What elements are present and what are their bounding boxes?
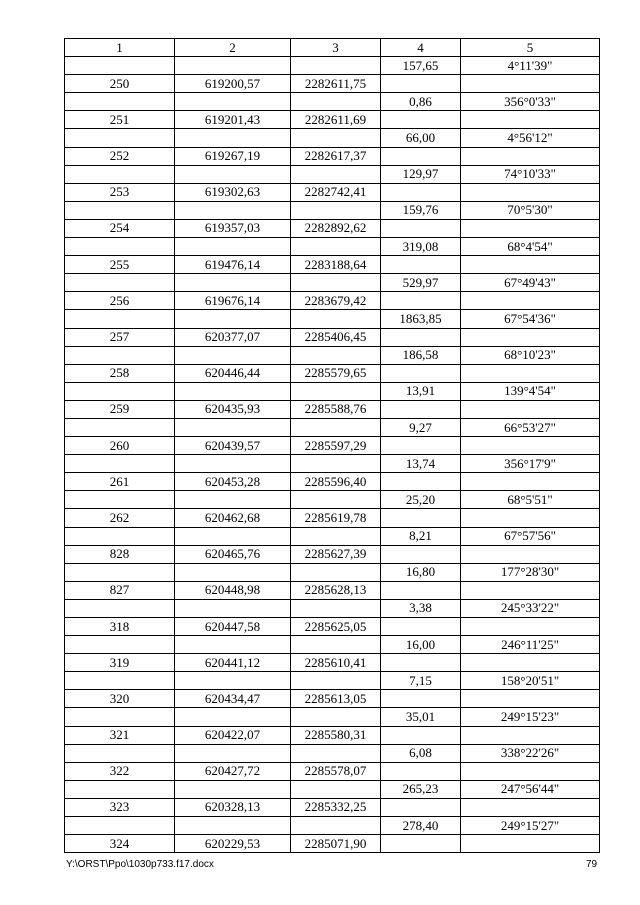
segment-row xyxy=(65,744,600,762)
empty-cell xyxy=(65,708,175,726)
x-coordinate: 619267,19 xyxy=(175,147,291,165)
segment-row xyxy=(65,274,600,292)
y-coordinate: 2285613,05 xyxy=(291,690,381,708)
empty-cell xyxy=(461,473,600,491)
segment-angle: 139°4'54" xyxy=(461,382,600,400)
y-coordinate: 2283188,64 xyxy=(291,256,381,274)
x-coordinate: 619302,63 xyxy=(175,183,291,201)
point-number: 318 xyxy=(65,618,175,636)
point-row xyxy=(65,328,600,346)
segment-length: 159,76 xyxy=(381,201,461,219)
segment-length: 13,74 xyxy=(381,455,461,473)
point-row xyxy=(65,292,600,310)
point-row xyxy=(65,256,600,274)
point-row xyxy=(65,762,600,780)
empty-cell xyxy=(175,238,291,256)
empty-cell xyxy=(381,219,461,237)
segment-row xyxy=(65,599,600,617)
empty-cell xyxy=(291,93,381,111)
x-coordinate: 620229,53 xyxy=(175,835,291,853)
empty-cell xyxy=(291,346,381,364)
segment-angle: 68°5'51" xyxy=(461,491,600,509)
segment-row xyxy=(65,382,600,400)
empty-cell xyxy=(461,690,600,708)
point-row xyxy=(65,690,600,708)
coordinates-table xyxy=(64,38,600,853)
x-coordinate: 620465,76 xyxy=(175,545,291,563)
empty-cell xyxy=(381,762,461,780)
segment-angle: 245°33'22" xyxy=(461,599,600,617)
segment-row xyxy=(65,165,600,183)
empty-cell xyxy=(65,165,175,183)
segment-length: 13,91 xyxy=(381,382,461,400)
empty-cell xyxy=(291,817,381,835)
x-coordinate: 619476,14 xyxy=(175,256,291,274)
empty-cell xyxy=(381,835,461,853)
point-row xyxy=(65,618,600,636)
segment-length: 319,08 xyxy=(381,238,461,256)
empty-cell xyxy=(291,238,381,256)
segment-length: 66,00 xyxy=(381,129,461,147)
empty-cell xyxy=(381,581,461,599)
point-number: 321 xyxy=(65,726,175,744)
segment-length: 0,86 xyxy=(381,93,461,111)
empty-cell xyxy=(65,780,175,798)
empty-cell xyxy=(381,545,461,563)
empty-cell xyxy=(461,256,600,274)
segment-angle: 67°49'43" xyxy=(461,274,600,292)
empty-cell xyxy=(65,672,175,690)
empty-cell xyxy=(381,798,461,816)
empty-cell xyxy=(175,563,291,581)
empty-cell xyxy=(175,310,291,328)
point-row xyxy=(65,726,600,744)
y-coordinate: 2285597,29 xyxy=(291,437,381,455)
point-number: 250 xyxy=(65,75,175,93)
x-coordinate: 620447,58 xyxy=(175,618,291,636)
y-coordinate: 2285619,78 xyxy=(291,509,381,527)
empty-cell xyxy=(381,726,461,744)
x-coordinate: 620422,07 xyxy=(175,726,291,744)
empty-cell xyxy=(461,328,600,346)
empty-cell xyxy=(291,274,381,292)
segment-row xyxy=(65,418,600,436)
segment-angle: 68°10'23" xyxy=(461,346,600,364)
point-number: 257 xyxy=(65,328,175,346)
empty-cell xyxy=(175,780,291,798)
empty-cell xyxy=(291,599,381,617)
x-coordinate: 620435,93 xyxy=(175,400,291,418)
segment-angle: 74°10'33" xyxy=(461,165,600,183)
empty-cell xyxy=(291,201,381,219)
footer-page-number: 79 xyxy=(586,859,598,870)
segment-row xyxy=(65,563,600,581)
empty-cell xyxy=(65,129,175,147)
column-header-3: 3 xyxy=(291,39,381,57)
point-row xyxy=(65,219,600,237)
segment-row xyxy=(65,346,600,364)
segment-angle: 67°54'36" xyxy=(461,310,600,328)
footer-file-path: Y:\ORST\Ppo\1030p733.f17.docx xyxy=(66,859,214,870)
segment-row xyxy=(65,238,600,256)
empty-cell xyxy=(381,292,461,310)
empty-cell xyxy=(461,400,600,418)
empty-cell xyxy=(381,400,461,418)
empty-cell xyxy=(291,563,381,581)
empty-cell xyxy=(381,328,461,346)
point-row xyxy=(65,75,600,93)
x-coordinate: 619357,03 xyxy=(175,219,291,237)
segment-length: 16,00 xyxy=(381,636,461,654)
y-coordinate: 2282611,69 xyxy=(291,111,381,129)
segment-length: 129,97 xyxy=(381,165,461,183)
segment-angle: 249°15'23" xyxy=(461,708,600,726)
empty-cell xyxy=(291,418,381,436)
empty-cell xyxy=(65,346,175,364)
empty-cell xyxy=(65,563,175,581)
segment-length: 25,20 xyxy=(381,491,461,509)
segment-angle: 67°57'56" xyxy=(461,527,600,545)
point-row xyxy=(65,835,600,853)
y-coordinate: 2282611,75 xyxy=(291,75,381,93)
segment-angle: 356°0'33" xyxy=(461,93,600,111)
empty-cell xyxy=(461,437,600,455)
empty-cell xyxy=(175,672,291,690)
y-coordinate: 2285406,45 xyxy=(291,328,381,346)
x-coordinate: 620441,12 xyxy=(175,654,291,672)
empty-cell xyxy=(381,75,461,93)
point-number: 827 xyxy=(65,581,175,599)
point-number: 252 xyxy=(65,147,175,165)
segment-angle: 246°11'25" xyxy=(461,636,600,654)
segment-length: 35,01 xyxy=(381,708,461,726)
empty-cell xyxy=(381,364,461,382)
segment-row xyxy=(65,672,600,690)
y-coordinate: 2285610,41 xyxy=(291,654,381,672)
empty-cell xyxy=(461,75,600,93)
table-header-row xyxy=(65,39,600,57)
segment-row xyxy=(65,455,600,473)
empty-cell xyxy=(291,780,381,798)
segment-angle: 249°15'27" xyxy=(461,817,600,835)
empty-cell xyxy=(65,274,175,292)
empty-cell xyxy=(175,599,291,617)
empty-cell xyxy=(65,238,175,256)
segment-row xyxy=(65,708,600,726)
empty-cell xyxy=(65,201,175,219)
y-coordinate: 2285627,39 xyxy=(291,545,381,563)
point-number: 261 xyxy=(65,473,175,491)
y-coordinate: 2285578,07 xyxy=(291,762,381,780)
segment-angle: 177°28'30" xyxy=(461,563,600,581)
segment-angle: 70°5'30" xyxy=(461,201,600,219)
point-row xyxy=(65,654,600,672)
point-number: 259 xyxy=(65,400,175,418)
y-coordinate: 2285625,05 xyxy=(291,618,381,636)
x-coordinate: 620328,13 xyxy=(175,798,291,816)
point-number: 258 xyxy=(65,364,175,382)
empty-cell xyxy=(175,129,291,147)
x-coordinate: 620446,44 xyxy=(175,364,291,382)
point-row xyxy=(65,364,600,382)
segment-angle: 247°56'44" xyxy=(461,780,600,798)
empty-cell xyxy=(175,527,291,545)
x-coordinate: 620448,98 xyxy=(175,581,291,599)
empty-cell xyxy=(291,744,381,762)
empty-cell xyxy=(381,256,461,274)
empty-cell xyxy=(175,346,291,364)
point-number: 323 xyxy=(65,798,175,816)
empty-cell xyxy=(65,491,175,509)
empty-cell xyxy=(381,654,461,672)
segment-angle: 66°53'27" xyxy=(461,418,600,436)
point-row xyxy=(65,545,600,563)
empty-cell xyxy=(291,57,381,75)
segment-length: 278,40 xyxy=(381,817,461,835)
segment-length: 7,15 xyxy=(381,672,461,690)
segment-row xyxy=(65,129,600,147)
segment-row xyxy=(65,93,600,111)
empty-cell xyxy=(65,455,175,473)
point-number: 324 xyxy=(65,835,175,853)
empty-cell xyxy=(461,762,600,780)
empty-cell xyxy=(65,418,175,436)
point-row xyxy=(65,437,600,455)
empty-cell xyxy=(461,111,600,129)
empty-cell xyxy=(461,545,600,563)
segment-length: 16,80 xyxy=(381,563,461,581)
x-coordinate: 620427,72 xyxy=(175,762,291,780)
empty-cell xyxy=(175,165,291,183)
segment-length: 186,58 xyxy=(381,346,461,364)
segment-length: 157,65 xyxy=(381,57,461,75)
point-row xyxy=(65,111,600,129)
segment-angle: 356°17'9" xyxy=(461,455,600,473)
empty-cell xyxy=(175,274,291,292)
segment-row xyxy=(65,817,600,835)
segment-angle: 158°20'51" xyxy=(461,672,600,690)
empty-cell xyxy=(381,690,461,708)
y-coordinate: 2285628,13 xyxy=(291,581,381,599)
segment-length: 3,38 xyxy=(381,599,461,617)
empty-cell xyxy=(65,57,175,75)
empty-cell xyxy=(461,219,600,237)
empty-cell xyxy=(291,708,381,726)
empty-cell xyxy=(175,744,291,762)
empty-cell xyxy=(461,654,600,672)
point-number: 828 xyxy=(65,545,175,563)
empty-cell xyxy=(65,599,175,617)
y-coordinate: 2285596,40 xyxy=(291,473,381,491)
empty-cell xyxy=(65,527,175,545)
empty-cell xyxy=(175,636,291,654)
empty-cell xyxy=(461,618,600,636)
point-row xyxy=(65,473,600,491)
y-coordinate: 2285332,25 xyxy=(291,798,381,816)
empty-cell xyxy=(65,93,175,111)
point-row xyxy=(65,509,600,527)
segment-length: 1863,85 xyxy=(381,310,461,328)
column-header-1: 1 xyxy=(65,39,175,57)
empty-cell xyxy=(175,491,291,509)
empty-cell xyxy=(291,636,381,654)
empty-cell xyxy=(291,310,381,328)
segment-row xyxy=(65,636,600,654)
column-header-2: 2 xyxy=(175,39,291,57)
segment-angle: 338°22'26" xyxy=(461,744,600,762)
y-coordinate: 2283679,42 xyxy=(291,292,381,310)
point-number: 319 xyxy=(65,654,175,672)
column-header-4: 4 xyxy=(381,39,461,57)
point-number: 255 xyxy=(65,256,175,274)
empty-cell xyxy=(381,111,461,129)
y-coordinate: 2282742,41 xyxy=(291,183,381,201)
segment-angle: 4°56'12" xyxy=(461,129,600,147)
table-body xyxy=(65,57,600,853)
point-row xyxy=(65,147,600,165)
empty-cell xyxy=(65,636,175,654)
empty-cell xyxy=(291,672,381,690)
point-number: 251 xyxy=(65,111,175,129)
empty-cell xyxy=(65,310,175,328)
x-coordinate: 619200,57 xyxy=(175,75,291,93)
x-coordinate: 620377,07 xyxy=(175,328,291,346)
point-number: 260 xyxy=(65,437,175,455)
empty-cell xyxy=(381,618,461,636)
empty-cell xyxy=(461,835,600,853)
empty-cell xyxy=(175,93,291,111)
empty-cell xyxy=(461,509,600,527)
segment-row xyxy=(65,527,600,545)
x-coordinate: 619676,14 xyxy=(175,292,291,310)
segment-length: 529,97 xyxy=(381,274,461,292)
empty-cell xyxy=(175,418,291,436)
empty-cell xyxy=(291,129,381,147)
empty-cell xyxy=(291,491,381,509)
empty-cell xyxy=(175,201,291,219)
segment-row xyxy=(65,780,600,798)
empty-cell xyxy=(381,437,461,455)
point-number: 262 xyxy=(65,509,175,527)
empty-cell xyxy=(291,527,381,545)
empty-cell xyxy=(175,455,291,473)
segment-length: 8,21 xyxy=(381,527,461,545)
segment-angle: 68°4'54" xyxy=(461,238,600,256)
segment-row xyxy=(65,201,600,219)
segment-row xyxy=(65,57,600,75)
empty-cell xyxy=(461,726,600,744)
y-coordinate: 2285588,76 xyxy=(291,400,381,418)
empty-cell xyxy=(381,183,461,201)
empty-cell xyxy=(461,581,600,599)
point-number: 320 xyxy=(65,690,175,708)
empty-cell xyxy=(175,817,291,835)
y-coordinate: 2282617,37 xyxy=(291,147,381,165)
empty-cell xyxy=(461,364,600,382)
empty-cell xyxy=(381,473,461,491)
segment-angle: 4°11'39" xyxy=(461,57,600,75)
x-coordinate: 620453,28 xyxy=(175,473,291,491)
x-coordinate: 620439,57 xyxy=(175,437,291,455)
column-header-5: 5 xyxy=(461,39,600,57)
segment-row xyxy=(65,491,600,509)
empty-cell xyxy=(461,147,600,165)
point-row xyxy=(65,183,600,201)
empty-cell xyxy=(175,382,291,400)
x-coordinate: 620462,68 xyxy=(175,509,291,527)
y-coordinate: 2285580,31 xyxy=(291,726,381,744)
empty-cell xyxy=(291,455,381,473)
point-number: 322 xyxy=(65,762,175,780)
y-coordinate: 2285071,90 xyxy=(291,835,381,853)
empty-cell xyxy=(65,817,175,835)
x-coordinate: 619201,43 xyxy=(175,111,291,129)
empty-cell xyxy=(65,382,175,400)
empty-cell xyxy=(381,147,461,165)
segment-length: 9,27 xyxy=(381,418,461,436)
point-number: 253 xyxy=(65,183,175,201)
point-number: 256 xyxy=(65,292,175,310)
point-row xyxy=(65,581,600,599)
empty-cell xyxy=(175,708,291,726)
segment-length: 6,08 xyxy=(381,744,461,762)
empty-cell xyxy=(291,165,381,183)
empty-cell xyxy=(381,509,461,527)
empty-cell xyxy=(461,292,600,310)
point-row xyxy=(65,798,600,816)
point-number: 254 xyxy=(65,219,175,237)
y-coordinate: 2285579,65 xyxy=(291,364,381,382)
empty-cell xyxy=(175,57,291,75)
empty-cell xyxy=(461,183,600,201)
x-coordinate: 620434,47 xyxy=(175,690,291,708)
point-row xyxy=(65,400,600,418)
y-coordinate: 2282892,62 xyxy=(291,219,381,237)
empty-cell xyxy=(291,382,381,400)
segment-length: 265,23 xyxy=(381,780,461,798)
segment-row xyxy=(65,310,600,328)
empty-cell xyxy=(461,798,600,816)
empty-cell xyxy=(65,744,175,762)
